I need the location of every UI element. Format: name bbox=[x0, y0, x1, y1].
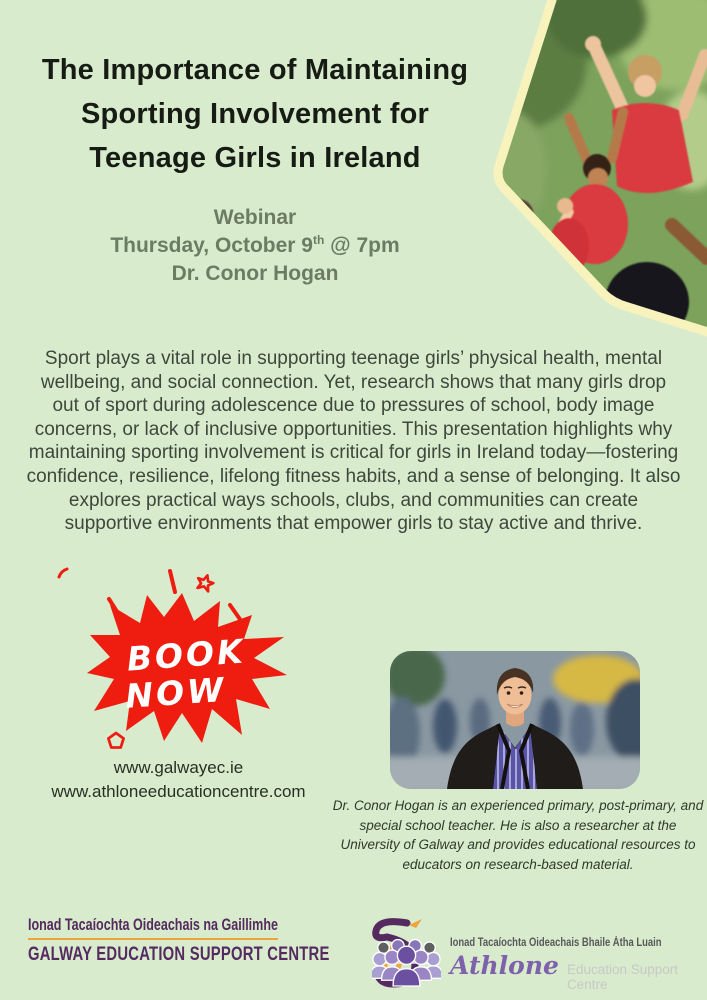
galway-logo-text bbox=[28, 916, 330, 966]
event-date: Thursday, October 9th @ 7pm bbox=[110, 233, 400, 257]
pentagon-icon bbox=[108, 733, 123, 748]
event-details bbox=[20, 204, 490, 288]
website-links bbox=[6, 756, 351, 804]
galway-website-link[interactable]: www.galwayec.ie bbox=[113, 758, 244, 777]
athlone-name: Athlone bbox=[450, 951, 559, 980]
hero-photo bbox=[477, 0, 707, 350]
book-now-label-line1: BOOK bbox=[125, 631, 247, 679]
star-icon bbox=[195, 573, 215, 592]
sparkle-icon bbox=[170, 571, 175, 592]
athlone-logo-text bbox=[450, 933, 707, 992]
event-type: Webinar bbox=[213, 206, 297, 229]
sparkle-icon bbox=[59, 569, 67, 577]
book-now-label-line2: NOW bbox=[124, 669, 228, 716]
galway-english-name: GALWAY EDUCATION SUPPORT CENTRE bbox=[28, 943, 330, 965]
athlone-subtitle: Education Support Centre bbox=[566, 962, 679, 992]
date-ordinal: th bbox=[313, 233, 325, 247]
athlone-logo bbox=[372, 933, 707, 992]
speaker-bio: Dr. Conor Hogan is an experienced primary, post-primary, and special school teacher. He is also a researcher at the University of Galway and provides educational resources to educators on research-based material. bbox=[332, 798, 704, 872]
athlone-website-link[interactable]: www.athloneeducationcentre.com bbox=[51, 782, 306, 801]
speaker-photo bbox=[390, 651, 640, 789]
people-group-icon bbox=[372, 937, 441, 989]
event-speaker: Dr. Conor Hogan bbox=[171, 262, 339, 285]
galway-logo bbox=[28, 916, 423, 990]
description-paragraph: Sport plays a vital role in supporting teenage girls’ physical health, mental wellbeing, and social connection. Yet, research shows that many girls drop out of sport during adolescence due to pressures of school, body image concerns, or lack of inclusive opportunities. This presentation highlights why maintaining sporting involvement is critical for girls in Ireland today—fostering confidence, resilience, lifelong fitness habits, and a sense of belonging. It also explores practical ways schools, clubs, and communities can create supportive environments that empower girls to stay active and thrive. bbox=[26, 348, 681, 535]
athlone-irish-name: Ionad Tacaíochta Oideachais Bhaile Átha Luain bbox=[450, 937, 662, 949]
page-title: The Importance of Maintaining Sporting Involvement for Teenage Girls in Ireland bbox=[41, 54, 469, 174]
galway-irish-name: Ionad Tacaíochta Oideachais na Gaillimhe bbox=[28, 916, 278, 940]
book-now-badge[interactable] bbox=[52, 563, 300, 765]
